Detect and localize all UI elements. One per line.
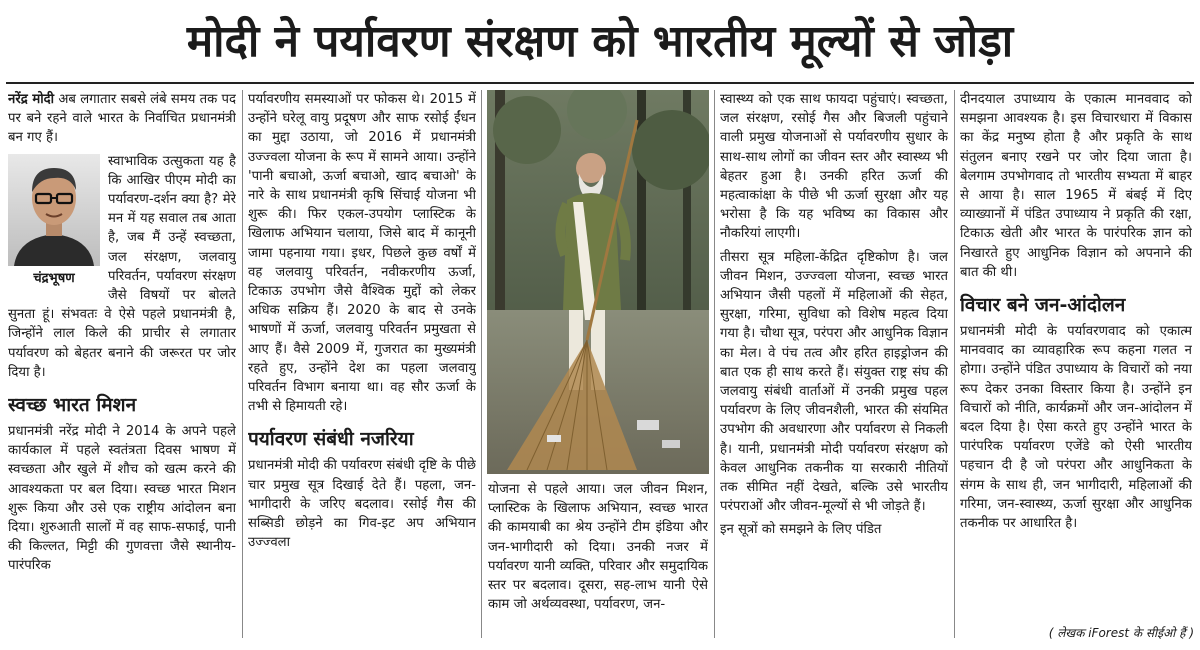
author-photo <box>8 154 100 266</box>
author-credit: ( लेखक iForest के सीईओ हैं ) <box>1048 626 1194 640</box>
article-photo <box>487 90 709 474</box>
column-divider <box>714 90 715 638</box>
lead-name: नरेंद्र मोदी <box>8 92 55 107</box>
headline: मोदी ने पर्यावरण संरक्षण को भारतीय मूल्यों से जोड़ा <box>186 16 1014 67</box>
paragraph: प्रधानमंत्री मोदी के पर्यावरणवाद को एकात्म मानववाद का व्यावहारिक रूप कहना गलत न होगा। उन्होंने पंडित उपाध्याय के विचारों को नया रूप देकर उनका विस्तार किया है। उन्होंने इन विचारों को नीति, कार्यक्रमों और जन-आंदोलन में बदल दिया है। ऐसा करते हुए उन्होंने भारत के पारंपरिक पर्यावरण एजेंडे को ऐसी भारतीय पहचान दी है जो परंपरा और आधुनिकता के संगम के साथ ही, जन भागीदारी, महिलाओं की गरिमा, जन-स्वास्थ्य, ऊर्जा सुरक्षा और आधुनिक तकनीक पर आधारित है। <box>960 324 1192 532</box>
intro-paragraph: नरेंद्र मोदी अब लगातार सबसे लंबे समय तक पद पर बने रहने वाले भारत के निर्वाचित प्रधानमंत्री बन गए हैं। <box>8 92 236 146</box>
paragraph: तीसरा सूत्र महिला-केंद्रित दृष्टिकोण है। जल जीवन मिशन, उज्ज्वला योजना, स्वच्छ भारत अभियान जैसी पहलों में महिलाओं की सेहत, सुरक्षा, गरिमा, सुविधा को विशेष महत्व दिया गया है। चौथा सूत्र, परंपरा और आधुनिक विज्ञान का मेल। वे पंच तत्व और हरित हाइड्रोजन की बात एक ही साथ करते हैं। संयुक्त राष्ट्र संघ की जलवायु संबंधी वार्ताओं में उनकी प्रमुख पहल पर्यावरण के लिए जीवनशैली, भारत की संयमित उपभोग की अवधारणा और पर्यावरण से निकली है। यानी, प्रधानमंत्री मोदी पर्यावरण संरक्षण को केवल आधुनिक तकनीक या सरकारी नीतियों तक सीमित नहीं देखते, बल्कि उसे भारतीय परंपराओं और जीवन-मूल्यों से भी जोड़ते हैं। <box>720 249 948 515</box>
section-heading: पर्यावरण संबंधी नजरिया <box>248 428 414 451</box>
paragraph: प्रधानमंत्री नरेंद्र मोदी ने 2014 के अपने पहले कार्यकाल में पहले स्वतंत्रता दिवस भाषण में स्वच्छता और खुले में शौच को खत्म करने की आवश्यकता पर बल दिया। स्वच्छ भारत मिशन शुरू किया और उसे एक राष्ट्रीय आंदोलन बना दिया। शुरुआती सालों में वह साफ-सफाई, पानी की किल्लत, मिट्टी की गुणवत्ता जैसे स्थानीय-पारंपरिक <box>8 424 236 574</box>
author-box <box>8 154 100 286</box>
paragraph: स्वास्थ्य को एक साथ फायदा पहुंचाएं। स्वच्छता, जल संरक्षण, रसोई गैस और बिजली पहुंचाने वाली प्रमुख योजनाओं से पर्यावरणीय सुधार के साथ-साथ लोगों का जीवन स्तर और स्वास्थ्य भी बेहतर हुआ है। उनकी हरित ऊर्जा की महत्वाकांक्षा के पीछे भी ऊर्जा सुरक्षा और यह भरोसा है कि यह भविष्य का विकास और नौकरियां लाएगी। <box>720 92 948 242</box>
column-divider <box>481 90 482 638</box>
author-name: चंद्रभूषण <box>33 270 75 286</box>
paragraph: प्रधानमंत्री मोदी की पर्यावरण संबंधी दृष्टि के पीछे चार प्रमुख सूत्र दिखाई देते हैं। पहला, जन-भागीदारी के जरिए बदलाव। रसोई गैस की सब्सिडी छोड़ने का गिव-इट अप अभियान उज्ज्वला <box>248 458 476 551</box>
column-3 <box>488 480 708 638</box>
paragraph: दीनदयाल उपाध्याय के एकात्म मानववाद को समझना आवश्यक है। इस विचारधारा में विकास का केंद्र मनुष्य होता है और प्रकृति के साथ संतुलन बनाए रखने पर जोर दिया जाता है। बेलगाम उपभोगवाद तो भारतीय सभ्यता में बाहर से आया है। साल 1965 में बंबई में दिए व्याख्यानों में पंडित उपाध्याय ने प्रकृति की रक्षा, टिकाऊ खेती और भारत के पारंपरिक ज्ञान को निखारते हुए आधुनिक विज्ञान को अपनाने की बात की थी। <box>960 92 1192 280</box>
column-1 <box>8 90 236 638</box>
column-divider <box>954 90 955 638</box>
section-heading: स्वच्छ भारत मिशन <box>8 394 137 417</box>
headline-rule <box>6 82 1194 84</box>
column-2 <box>248 90 476 638</box>
section-heading: विचार बने जन-आंदोलन <box>960 294 1126 317</box>
column-5 <box>960 90 1192 620</box>
column-divider <box>242 90 243 638</box>
paragraph: इन सूत्रों को समझने के लिए पंडित <box>720 522 882 538</box>
paragraph: योजना से पहले आया। जल जीवन मिशन, प्लास्टिक के खिलाफ अभियान, स्वच्छ भारत की कामयाबी का श्रेय उन्होंने टीम इंडिया और जन-भागीदारी को दिया। उनकी नजर में पर्यावरण यानी व्यक्ति, परिवार और समुदायिक स्तर पर बदलाव। दूसरा, सह-लाभ यानी ऐसे काम जो अर्थव्यवस्था, पर्यावरण, जन- <box>488 482 708 613</box>
column-4 <box>720 90 948 638</box>
paragraph: स्वाभाविक उत्सुकता यह है कि आखिर पीएम मोदी का पर्यावरण-दर्शन क्या है? मेरे मन में यह सवाल तब आता है, जब मैं उन्हें स्वच्छता, जल संरक्षण, जलवायु परिवर्तन, पर्यावरण संरक्षण जैसे विषयों पर बोलते सुनता हूं। संभवतः वे ऐसे पहले प्रधानमंत्री है, जिन्होंने लाल किले की प्राचीर से लगातार पर्यावरण को बेहतर बनाने की जरूरत पर जोर दिया है। <box>8 153 236 380</box>
paragraph: पर्यावरणीय समस्याओं पर फोकस थे। 2015 में उन्होंने घरेलू वायु प्रदूषण और साफ रसोई ईंधन का मुद्दा उठाया, जो 2016 में प्रधानमंत्री उज्ज्वला योजना के रूप में सामने आया। उन्होंने 'पानी बचाओ, ऊर्जा बचाओ, खाद बचाओ' के नारे के साथ प्रधानमंत्री कृषि सिंचाई योजना भी शुरू की। फिर एकल-उपयोग प्लास्टिक के खिलाफ अभियान चलाया, जिसे बाद में कानूनी जामा पहनाया गया। इधर, पिछले कुछ वर्षों में वह जलवायु परिवर्तन, नवीकरणीय ऊर्जा, टिकाऊ उपभोग जैसे वैश्विक मुद्दों को लेकर अधिक सक्रिय हैं। 2020 के बाद से उनके भाषणों में ऊर्जा, जलवायु परिवर्तन प्रमुखता से आए हैं। वैसे 2009 में, गुजरात का मुख्यमंत्री रहते हुए, उन्होंने देश का पहला जलवायु परिवर्तन विभाग बनाया था। वह सौर ऊर्जा के तभी से हिमायती रहे। <box>248 92 476 415</box>
